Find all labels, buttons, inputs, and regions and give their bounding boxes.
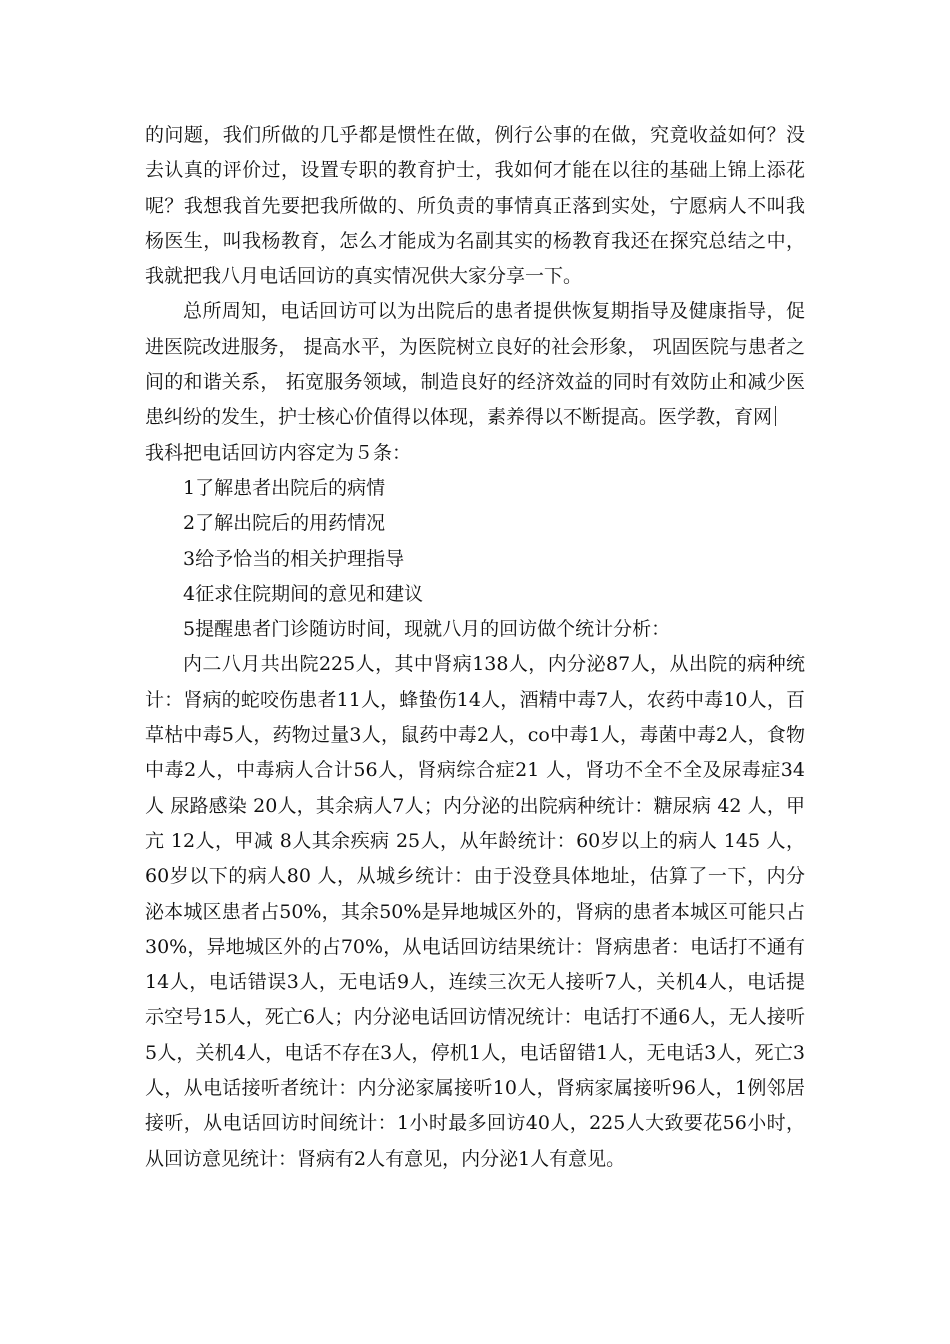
paragraph-overview-text: 总所周知，电话回访可以为出院后的患者提供恢复期指导及健康指导，促进医院改进服务， 提高水平，为医院树立良好的社会形象， 巩固医院与患者之间的和谐关系， 拓宽服务领域，制造良好的经济效益的同时有效防止和减少医患纠纷的发生，护士核心价值得以体现，素养得以不断提高。医学教，育网 [145,300,805,429]
list-item-4: 4征求住院期间的意见和建议 [183,582,424,605]
list-item-2: 2了解出院后的用药情况 [183,512,386,535]
list-item-5: 5提醒患者门诊随访时间，现就八月的回访做个统计分析： [183,618,671,641]
list-item-3: 3给予恰当的相关护理指导 [183,547,405,570]
text-cursor-mark [775,406,776,426]
paragraph-statistics: 内二八月共出院225人，其中肾病138人，内分泌87人，从出院的病种统计：肾病的蛇咬伤患者11人，蜂蛰伤14人，酒精中毒7人，农药中毒10人，百草枯中毒5人，药物过量3人，鼠药中毒2人，co中毒1人，毒菌中毒2人，食物中毒2人，中毒病人合计56人，肾病综合症21 人，肾功不全不全及尿毒症34 人 尿路感染 20人，其余病人7人；内分泌的出院病种统计：糖尿病 42 人，甲亢 12人，甲减 8人其余疾病 25人，从年龄统计：60岁以上的病人 145 人，60岁以下的病人80 人，从城乡统计：由于没登具体地址，估算了一下，内分泌本城区患者占50%，其余50%是异地城区外的，肾病的患者本城区可能只占30%，异地城区外的占70%，从电话回访结果统计：肾病患者：电话打不通有14人，电话错误3人，无电话9人，连续三次无人接听7人，关机4人，电话提示空号15人，死亡6人；内分泌电话回访情况统计：电话打不通6人，无人接听5人，关机4人，电话不存在3人，停机1人，电话留错1人，无电话3人，死亡3人，从电话接听者统计：内分泌家属接听10人，肾病家属接听96人，1例邻居接听，从电话回访时间统计：1小时最多回访40人，225人大致要花56小时，从回访意见统计：肾病有2人有意见，内分泌1人有意见。 [145,653,805,1170]
paragraph-intro: 的问题，我们所做的几乎都是惯性在做，例行公事的在做，究竟收益如何？没去认真的评价过，设置专职的教育护士，我如何才能在以往的基础上锦上添花呢？我想我首先要把我所做的、所负责的事情真正落到实处，宁愿病人不叫我杨医生，叫我杨教育，怎么才能成为名副其实的杨教育我还在探究总结之中，我就把我八月电话回访的真实情况供大家分享一下。 [145,124,805,288]
paragraph-content-rule: 我科把电话回访内容定为５条： [145,441,412,464]
list-item-1: 1了解患者出院后的病情 [183,476,386,499]
document-body [145,118,805,1177]
paragraph-overview [145,294,805,435]
